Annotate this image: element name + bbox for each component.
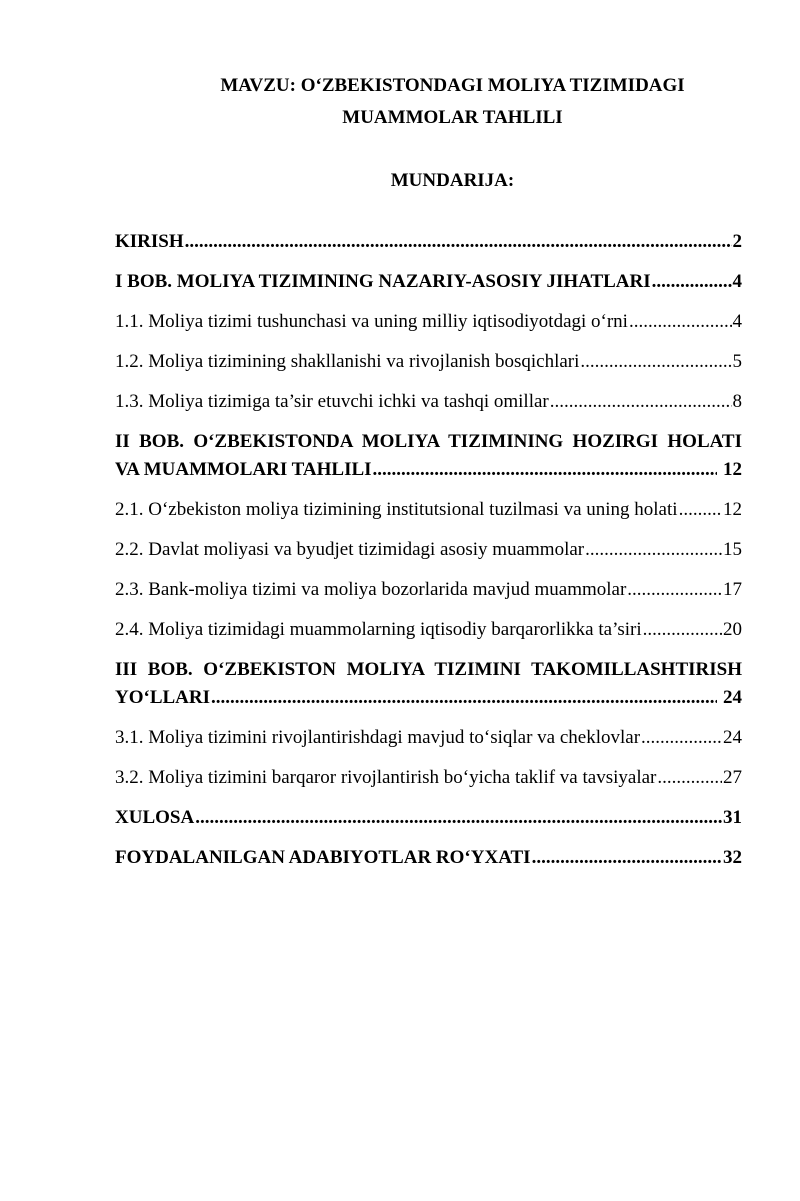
dot-leader: [657, 764, 722, 792]
toc-entry-page-number: 17: [723, 579, 742, 600]
toc-entry-page-number: 15: [723, 539, 742, 560]
toc-entry: [115, 764, 742, 792]
toc-entry: [115, 804, 742, 832]
toc-entry-page-number: 24: [723, 687, 742, 708]
toc-entry-page-number: 5: [732, 351, 742, 372]
toc-entry-label: FOYDALANILGAN ADABIYOTLAR RO‘YXATI: [115, 847, 531, 868]
toc-entry: [115, 308, 742, 336]
toc-entry-label: 2.1. O‘zbekiston moliya tizimining institutsional tuzilmasi va uning holati: [115, 499, 678, 520]
toc-entry-page-number: 27: [723, 767, 742, 788]
dot-leader: [373, 456, 717, 484]
toc-entry-page-number: 31: [723, 807, 742, 828]
dot-leader: [580, 348, 731, 376]
toc-heading: MUNDARIJA:: [390, 170, 515, 191]
toc-entry-label: 2.4. Moliya tizimidagi muammolarning iqtisodiy barqarorlikka ta’siri: [115, 619, 642, 640]
document-title: [115, 70, 742, 134]
toc-entry-label: 3.2. Moliya tizimini barqaror rivojlantirish bo‘yicha taklif va tavsiyalar: [115, 767, 657, 788]
dot-leader: [643, 616, 722, 644]
toc-entry: [115, 228, 742, 256]
toc-entry-label: KIRISH: [115, 231, 184, 252]
toc-entry-label: 2.2. Davlat moliyasi va byudjet tizimidagi asosiy muammolar: [115, 539, 585, 560]
toc-entry-label: VA MUAMMOLARI TAHLILI: [115, 459, 372, 480]
toc-entry-line: II BOB. O‘ZBEKISTONDA MOLIYA TIZIMINING HOZIRGI HOLATI: [115, 431, 742, 452]
dot-leader: [679, 496, 722, 524]
dot-leader: [195, 804, 722, 832]
toc-entry: [115, 576, 742, 604]
toc-entry: [115, 844, 742, 872]
toc-entry-page-number: 20: [723, 619, 742, 640]
toc-entry-page-number: 4: [732, 311, 742, 332]
toc-entry: [115, 724, 742, 752]
document-page: [0, 70, 800, 1201]
toc-entry-page-number: 8: [732, 391, 742, 412]
toc-entry-page-number: 4: [732, 271, 742, 292]
toc-entry: [115, 536, 742, 564]
dot-leader: [550, 388, 732, 416]
toc-entry-page-number: 12: [723, 459, 742, 480]
dot-leader: [641, 724, 722, 752]
dot-leader: [185, 228, 732, 256]
toc-list: [115, 228, 742, 872]
document-content: [0, 70, 800, 872]
document-title-line2: MUAMMOLAR TAHLILI: [342, 107, 563, 128]
toc-entry-label: 1.3. Moliya tizimiga ta’sir etuvchi ichki va tashqi omillar: [115, 391, 549, 412]
toc-entry-line: III BOB. O‘ZBEKISTON MOLIYA TIZIMINI TAKOMILLASHTIRISH: [115, 659, 742, 680]
toc-entry-label: I BOB. MOLIYA TIZIMINING NAZARIY-ASOSIY JIHATLARI: [115, 271, 651, 292]
dot-leader: [627, 576, 722, 604]
toc-entry: [115, 348, 742, 376]
toc-entry-label: 2.3. Bank-moliya tizimi va moliya bozorlarida mavjud muammolar: [115, 579, 627, 600]
dot-leader: [532, 844, 722, 872]
toc-entry-page-number: 12: [723, 499, 742, 520]
toc-entry-label: 1.1. Moliya tizimi tushunchasi va uning milliy iqtisodiyotdagi o‘rni: [115, 311, 628, 332]
toc-entry: [115, 388, 742, 416]
dot-leader: [585, 536, 722, 564]
toc-entry: [115, 616, 742, 644]
toc-entry-label: YO‘LLARI: [115, 687, 211, 708]
toc-entry: [115, 656, 742, 712]
toc-entry-label: 1.2. Moliya tizimining shakllanishi va rivojlanish bosqichlari: [115, 351, 580, 372]
dot-leader: [629, 308, 732, 336]
toc-entry-label: XULOSA: [115, 807, 195, 828]
document-title-line1: MAVZU: O‘ZBEKISTONDAGI MOLIYA TIZIMIDAGI: [220, 75, 685, 96]
toc-entry-page-number: 2: [732, 231, 742, 252]
toc-entry-label: 3.1. Moliya tizimini rivojlantirishdagi mavjud to‘siqlar va cheklovlar: [115, 727, 641, 748]
dot-leader: [652, 268, 732, 296]
dot-leader: [211, 684, 717, 712]
toc-entry: [115, 268, 742, 296]
toc-entry: [115, 496, 742, 524]
toc-entry-page-number: 32: [723, 847, 742, 868]
toc-entry-page-number: 24: [723, 727, 742, 748]
toc-entry: [115, 428, 742, 484]
